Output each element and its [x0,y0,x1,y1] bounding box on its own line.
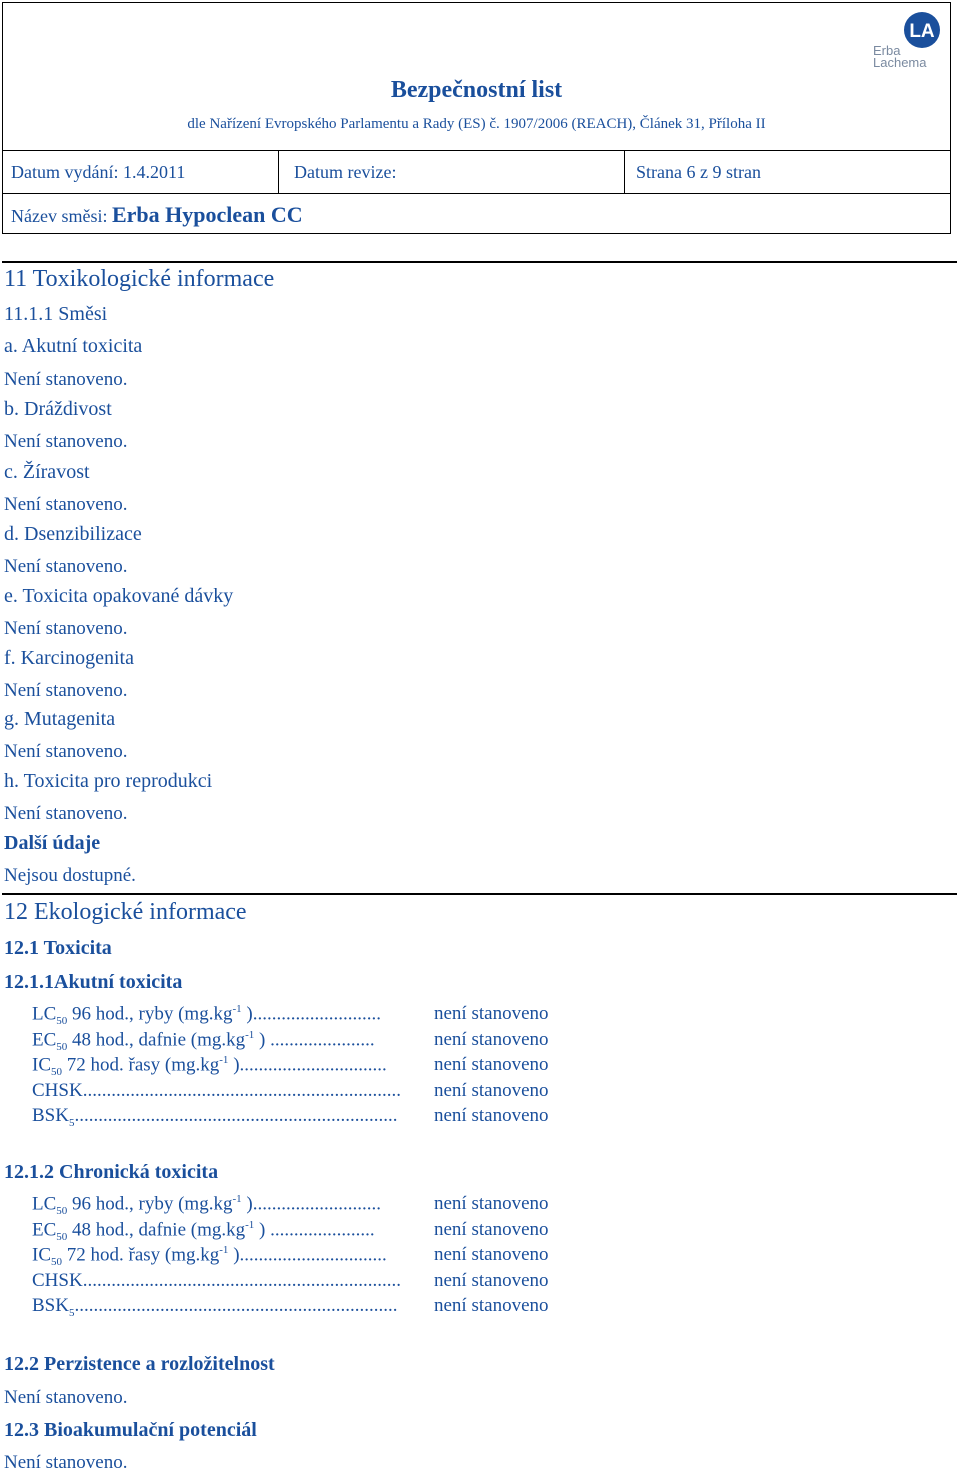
item-g-value: Není stanoveno. [4,741,128,762]
item-g-label: g. Mutagenita [4,708,116,730]
other-info-label: Další údaje [4,832,101,854]
row-value: není stanoveno [434,1193,549,1214]
item-d-value: Není stanoveno. [4,556,128,577]
item-f-label: f. Karcinogenita [4,647,134,669]
item-b-value: Není stanoveno. [4,431,128,452]
row-value: není stanoveno [434,1054,549,1075]
header-title-block [3,3,950,151]
mixture-label: Název směsi: [11,206,112,226]
persistence-heading: 12.2 Perzistence a rozložitelnost [4,1353,275,1375]
other-info-value: Nejsou dostupné. [4,865,136,886]
item-h-label: h. Toxicita pro reprodukci [4,770,213,792]
item-f-value: Není stanoveno. [4,680,128,701]
item-e-label: e. Toxicita opakované dávky [4,585,234,607]
row-value: není stanoveno [434,1003,549,1024]
item-c-value: Není stanoveno. [4,494,128,515]
item-c-label: c. Žíravost [4,461,90,483]
row-value: není stanoveno [434,1295,549,1316]
svg-text:LA: LA [909,21,935,42]
issue-date: Datum vydání: 1.4.2011 [3,151,279,194]
document-header [2,2,951,234]
item-d-label: d. Dsenzibilizace [4,523,142,545]
section-11-subheading: 11.1.1 Směsi [4,303,108,325]
item-h-value: Není stanoveno. [4,803,128,824]
persistence-value: Není stanoveno. [4,1387,128,1408]
section-divider [2,261,957,263]
section-divider [2,893,957,895]
header-info-row [3,151,950,194]
svg-text:Lachema: Lachema [873,55,927,69]
section-11-heading: 11 Toxikologické informace [4,266,275,292]
row-value: není stanoveno [434,1244,549,1265]
row-value: není stanoveno [434,1218,549,1240]
section-12-heading: 12 Ekologické informace [4,899,247,925]
row-value: není stanoveno [434,1079,549,1101]
item-e-value: Není stanoveno. [4,618,128,639]
erba-lachema-logo [870,11,944,69]
bioaccumulation-value: Není stanoveno. [4,1452,128,1473]
svg-text:Erba: Erba [873,43,901,58]
page-number: Strana 6 z 9 stran [636,162,761,182]
item-b-label: b. Dráždivost [4,398,112,420]
item-a-value: Není stanoveno. [4,369,128,390]
bioaccumulation-heading: 12.3 Bioakumulační potenciál [4,1419,257,1441]
toxicity-heading: 12.1 Toxicita [4,937,112,959]
row-value: není stanoveno [434,1269,549,1291]
document-title: Bezpečnostní list [390,77,563,103]
row-value: není stanoveno [434,1028,549,1050]
mixture-name-row [3,194,950,234]
chronic-toxicity-heading: 12.1.2 Chronická toxicita [4,1161,219,1183]
item-a-label: a. Akutní toxicita [4,335,143,357]
mixture-name: Erba Hypoclean CC [111,202,303,227]
row-value: není stanoveno [434,1105,549,1126]
acute-toxicity-heading: 12.1.1Akutní toxicita [4,971,183,993]
revision-date: Datum revize: [279,151,625,194]
document-subtitle: dle Nařízení Evropského Parlamentu a Rady (ES) č. 1907/2006 (REACH), Článek 31, Příloha II [187,116,766,132]
